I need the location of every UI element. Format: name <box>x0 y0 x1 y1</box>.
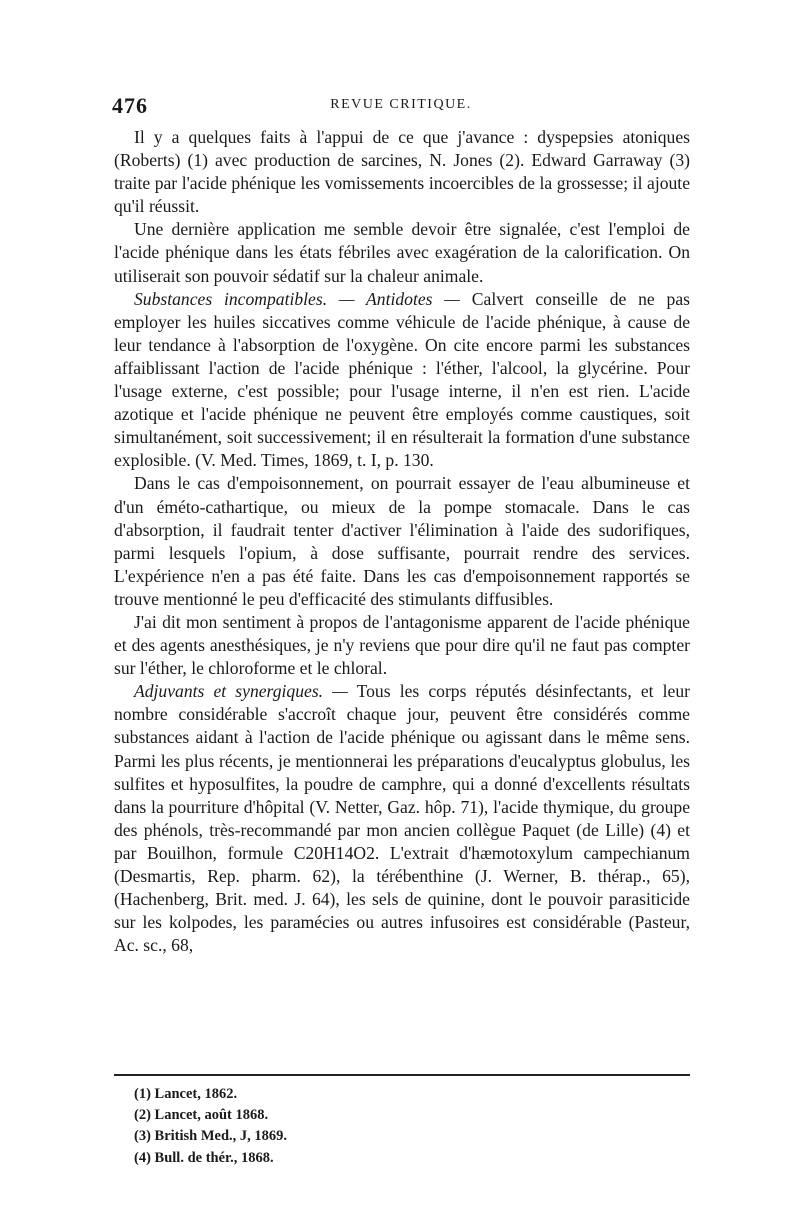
footnote: (2) Lancet, août 1868. <box>134 1107 269 1124</box>
paragraph-text: Tous les corps réputés désinfectants, et leur nombre considérable s'accroît chaque jour, peuvent être considérés comme substances aidant à l'action de l'acide phénique ou agissant dans le même sens. Parmi les plus récents, je mentionnerai les préparations d'eucalyptus globulus, les sulfites et hyposulfites, la poudre de camphre, qui a donné d'excellents résultats dans la pourriture d'hôpital (V. Netter, Gaz. hôp. 71), l'acide thymique, du groupe des phénols, très-recommandé par mon ancien collègue Paquet (de Lille) (4) et par Bouilhon, formule C20H14O2. L'extrait d'hæmotoxylum campechianum (Desmartis, Rep. pharm. 62), la térébenthine (J. Werner, B. thérap., 65), (Hachenberg, Brit. med. J. 64), les sels de quinine, dont le pouvoir parasiticide sur les kolpodes, les paramécies ou autres infusoires est considérable (Pasteur, Ac. sc., 68, <box>114 681 690 956</box>
body-text <box>114 126 690 957</box>
paragraph-text: J'ai dit mon sentiment à propos de l'antagonisme apparent de l'acide phénique et des agents anesthésiques, je n'y reviens que pour dire qu'il ne faut pas compter sur l'éther, le chloroforme et le chloral. <box>114 611 690 679</box>
footnote-divider <box>114 1074 690 1076</box>
paragraph <box>114 288 690 473</box>
footnote: (3) British Med., J, 1869. <box>134 1128 288 1145</box>
paragraph <box>114 218 690 287</box>
page-header <box>112 93 690 119</box>
paragraph <box>114 126 690 218</box>
paragraph <box>114 611 690 680</box>
page-number: 476 <box>112 93 148 118</box>
section-lead: Substances incompatibles. — Antidotes — <box>134 288 460 309</box>
section-lead: Adjuvants et synergiques. — <box>134 681 348 702</box>
paragraph-text: Calvert conseille de ne pas employer les huiles siccatives comme véhicule de l'acide phénique, à cause de leur tendance à l'absorption de l'oxygène. On cite encore parmi les substances affaiblissant l'action de l'acide phénique : l'éther, l'alcool, la glycérine. Pour l'usage externe, c'est possible; pour l'usage interne, il n'en est rien. L'acide azotique et l'acide phénique ne peuvent être employés comme caustiques, soit simultanément, soit successivement; il en résulterait la formation d'une substance explosible. (V. Med. Times, 1869, t. I, p. 130. <box>114 288 690 471</box>
paragraph-text: Dans le cas d'empoisonnement, on pourrait essayer de l'eau albumineuse et d'un éméto-cathartique, ou mieux de la pompe stomacale. Dans le cas d'absorption, il faudrait tenter d'activer l'élimination à l'aide des sudorifiques, parmi lesquels l'opium, à dose suffisante, pourrait rendre des services. L'expérience n'en a pas été faite. Dans les cas d'empoisonnement rapportés se trouve mentionné le peu d'efficacité des stimulants diffusibles. <box>114 473 690 609</box>
footnote: (1) Lancet, 1862. <box>134 1086 238 1102</box>
paragraph-text: Il y a quelques faits à l'appui de ce que j'avance : dyspepsies atoniques (Roberts) (1) avec production de sarcines, N. Jones (2). Edward Garraway (3) traite par l'acide phénique les vomissements incoercibles de la grossesse; il ajoute qu'il réussit. <box>114 127 690 217</box>
paragraph-text: Une dernière application me semble devoir être signalée, c'est l'emploi de l'acide phénique dans les états fébriles avec exagération de la calorification. On utiliserait son pouvoir sédatif sur la chaleur animale. <box>114 219 690 286</box>
paragraph <box>114 680 690 957</box>
paragraph <box>114 472 690 611</box>
running-title: REVUE CRITIQUE. <box>330 97 472 112</box>
footnotes <box>134 1084 674 1169</box>
footnote: (4) Bull. de thér., 1868. <box>134 1149 274 1166</box>
